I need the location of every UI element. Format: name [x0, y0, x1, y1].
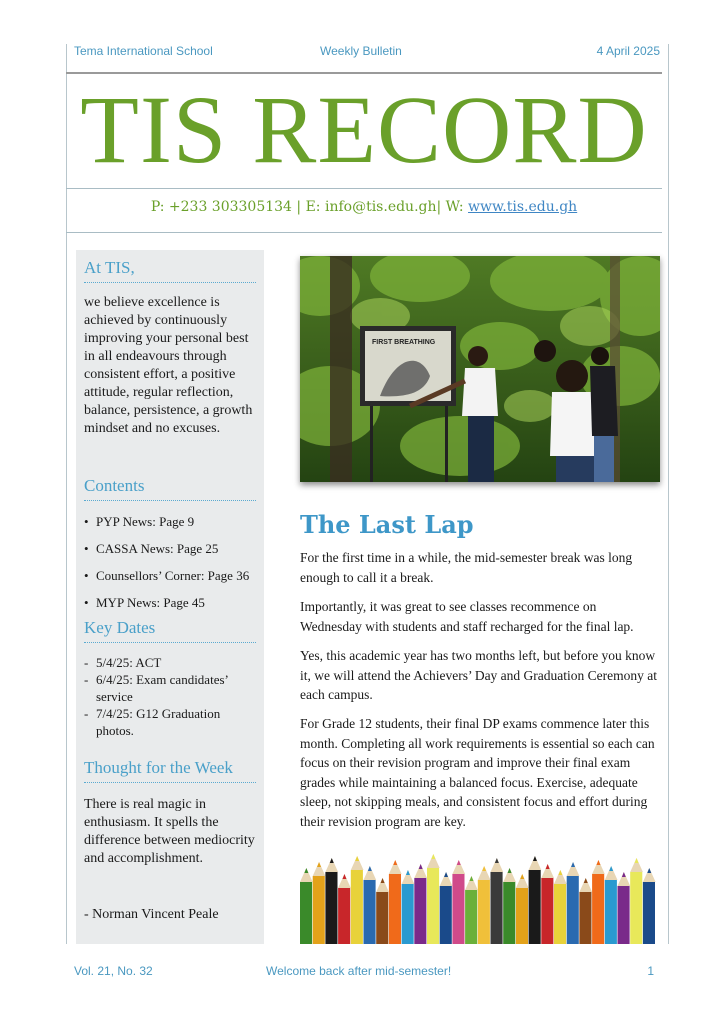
pencil-lead [584, 878, 588, 883]
pencil-body [427, 868, 439, 944]
pencil-body [300, 882, 312, 944]
pencil-lead [495, 858, 499, 863]
pencil-lead [406, 870, 410, 875]
contact-details: P: +233 303305134 | E: info@tis.edu.gh| W: [150, 199, 469, 215]
pencil-body [605, 880, 617, 944]
forest-scene [300, 256, 660, 482]
article-paragraph: Yes, this academic year has two months left, but before you know it, we will attend the Achievers’ Day and Graduation Ceremony at each campus. [300, 648, 658, 702]
pencil-body [529, 870, 541, 944]
thought-heading: Thought for the Week [84, 758, 256, 783]
pencil-body [541, 878, 553, 944]
pencil-body [376, 892, 388, 944]
article-title: The Last Lap [300, 510, 474, 539]
at-tis-heading: At TIS, [84, 258, 256, 283]
pencil-body [592, 874, 604, 944]
contents-item[interactable]: • Counsellors’ Corner: Page 36 [84, 568, 260, 595]
article-paragraph: For the first time in a while, the mid-semester break was long enough to call it a break. [300, 550, 633, 585]
pencil-lead [558, 870, 562, 875]
contact-rule-top [66, 188, 662, 189]
contents-item[interactable]: • CASSA News: Page 25 [84, 541, 260, 568]
thought-author: - Norman Vincent Peale [84, 907, 219, 922]
pencil-lead [381, 878, 385, 883]
footer-message: Welcome back after mid-semester! [266, 964, 452, 978]
board-caption: FIRST BREATHING [372, 339, 436, 346]
pencil-body [630, 872, 642, 944]
masthead-title: TIS RECORD [80, 76, 648, 183]
pencil-body [478, 880, 490, 944]
school-name: Tema International School [74, 44, 213, 58]
pencil-body [338, 888, 350, 944]
contents-item[interactable]: • MYP News: Page 45 [84, 595, 260, 622]
pencil-body [351, 870, 363, 944]
pencil-body [579, 892, 591, 944]
key-date-item: - 5/4/25: ACT [84, 654, 260, 671]
sidebar [76, 250, 264, 944]
pencil-lead [609, 866, 613, 871]
pencil-lead [355, 856, 359, 861]
pencil-lead [330, 858, 334, 863]
pencil-lead [393, 860, 397, 865]
key-date-item: - 6/4/25: Exam candidates’ service [84, 671, 260, 705]
bulletin-photo [300, 256, 660, 482]
pencil-body [402, 884, 414, 944]
pencil-lead [457, 860, 461, 865]
issue-date: 4 April 2025 [596, 44, 660, 58]
bulletin-label: Weekly Bulletin [320, 44, 402, 58]
pencil-lead [596, 860, 600, 865]
pencil-lead [482, 866, 486, 871]
website-link[interactable]: www.tis.edu.gh [468, 199, 578, 215]
page-number: 1 [647, 964, 654, 978]
pencil-body [452, 874, 464, 944]
pencil-lead [520, 874, 524, 879]
pencil-lead [342, 874, 346, 879]
article-paragraph: For Grade 12 students, their final DP exams commence later this month. Completing all work requirements is essential so each can focus on their revision program and improve their final exam grades while maintaining a balanced focus. Exercise, adequate sleep, not skipping meals, and consistent focus and effort during their revision program are key. [300, 716, 655, 829]
pencil-body [364, 880, 376, 944]
pencil-lead [635, 858, 639, 863]
pencil-lead [431, 854, 435, 859]
pencil-lead [304, 868, 308, 873]
pencil-lead [444, 872, 448, 877]
pencil-body [491, 872, 503, 944]
pencil-body [554, 884, 566, 944]
contents-item[interactable]: • PYP News: Page 9 [84, 514, 260, 541]
pencil-body [643, 882, 655, 944]
pencil-lead [469, 876, 473, 881]
pencil-body [440, 886, 452, 944]
key-dates-heading: Key Dates [84, 618, 256, 643]
thought-quote: There is real magic in enthusiasm. It spells the difference between mediocrity and accomplishment. [84, 797, 255, 866]
contact-rule-bottom [66, 232, 662, 233]
pencil-lead [571, 862, 575, 867]
colored-pencils-illustration [300, 852, 656, 944]
at-tis-text: we believe excellence is achieved by continuously improving your personal best in all endeavours through consistent effort, a positive attitude, regular reflection, balance, persistence, a growth mindset and no excuses. [84, 295, 253, 436]
pencil-lead [546, 864, 550, 869]
contact-line [66, 199, 662, 215]
pencil-body [325, 872, 337, 944]
footer [74, 964, 660, 982]
pencil-lead [368, 866, 372, 871]
pencil-body [567, 876, 579, 944]
pencil-body [503, 882, 515, 944]
pencil-body [389, 874, 401, 944]
pencil-body [618, 886, 630, 944]
contents-list [84, 514, 260, 622]
pencil-lead [508, 868, 512, 873]
pencil-lead [533, 856, 537, 861]
pencil-body [516, 888, 528, 944]
volume-number: Vol. 21, No. 32 [74, 964, 153, 978]
page-border-right [668, 44, 669, 944]
contents-heading: Contents [84, 476, 256, 501]
header-rule [66, 72, 662, 74]
pencil-lead [622, 872, 626, 877]
key-dates-list [84, 654, 260, 739]
article-paragraph: Importantly, it was great to see classes recommence on Wednesday with students and staff recharged for the final lap. [300, 599, 634, 634]
pencil-lead [647, 868, 651, 873]
key-date-item: - 7/4/25: G12 Graduation photos. [84, 705, 260, 739]
pencil-lead [419, 864, 423, 869]
pencil-body [465, 890, 477, 944]
pencil-body [313, 876, 325, 944]
pencil-lead [317, 862, 321, 867]
pencil-body [414, 878, 426, 944]
running-header [74, 44, 660, 62]
